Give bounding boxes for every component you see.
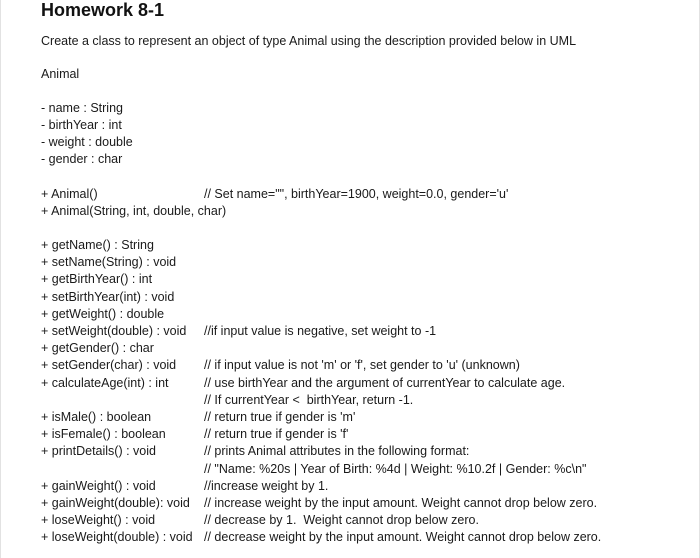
method-signature: + getBirthYear() : int (41, 272, 153, 287)
method-comment: // return true if gender is 'm' (204, 410, 356, 424)
field-weight: - weight : double (41, 135, 133, 149)
method-comment: // If currentYear < birthYear, return -1. (204, 392, 414, 407)
method-comment: // decrease weight by the input amount. Weight cannot drop below zero. (204, 530, 602, 545)
method-signature: + printDetails() : void (41, 444, 156, 459)
method-signature: + setWeight(double) : void (41, 324, 187, 338)
constructor-default: + Animal() (41, 187, 98, 201)
method-signature: + loseWeight() : void (41, 513, 156, 528)
method-comment: //if input value is negative, set weight to -1 (204, 324, 437, 338)
method-signature: + loseWeight(double) : void (41, 530, 193, 545)
method-signature: + getName() : String (41, 238, 154, 252)
method-comment: //increase weight by 1. (204, 478, 329, 493)
method-comment: // decrease by 1. Weight cannot drop below zero. (204, 513, 479, 528)
constructor-default-comment: // Set name="", birthYear=1900, weight=0.0, gender='u' (204, 187, 509, 201)
field-birthyear: - birthYear : int (41, 118, 122, 132)
method-signature: + setName(String) : void (41, 255, 177, 270)
page-title: Homework 8-1 (41, 0, 165, 20)
method-signature: + getGender() : char (41, 341, 154, 356)
method-signature: + setGender(char) : void (41, 358, 177, 373)
method-signature: + isMale() : boolean (41, 410, 152, 424)
class-name: Animal (41, 67, 80, 81)
field-name: - name : String (41, 101, 123, 115)
method-comment: // "Name: %20s | Year of Birth: %4d | Weight: %10.2f | Gender: %c\n" (204, 461, 587, 476)
method-signature: + gainWeight() : void (41, 478, 156, 493)
method-signature: + calculateAge(int) : int (41, 375, 169, 390)
method-comment: // increase weight by the input amount. Weight cannot drop below zero. (204, 496, 598, 510)
method-comment: // return true if gender is 'f' (204, 427, 349, 442)
left-border (0, 0, 1, 558)
method-comment: // prints Animal attributes in the following format: (204, 444, 470, 459)
method-signature: + getWeight() : double (41, 306, 165, 321)
intro-text: Create a class to represent an object of type Animal using the description provided below in UML (41, 34, 577, 48)
method-signature: + isFemale() : boolean (41, 427, 166, 442)
method-comment: // use birthYear and the argument of currentYear to calculate age. (204, 375, 566, 390)
constructor-full: + Animal(String, int, double, char) (41, 204, 227, 218)
method-signature: + gainWeight(double): void (41, 496, 190, 510)
method-comment: // if input value is not 'm' or 'f', set gender to 'u' (unknown) (204, 358, 520, 373)
method-signature: + setBirthYear(int) : void (41, 289, 175, 304)
field-gender: - gender : char (41, 152, 123, 166)
